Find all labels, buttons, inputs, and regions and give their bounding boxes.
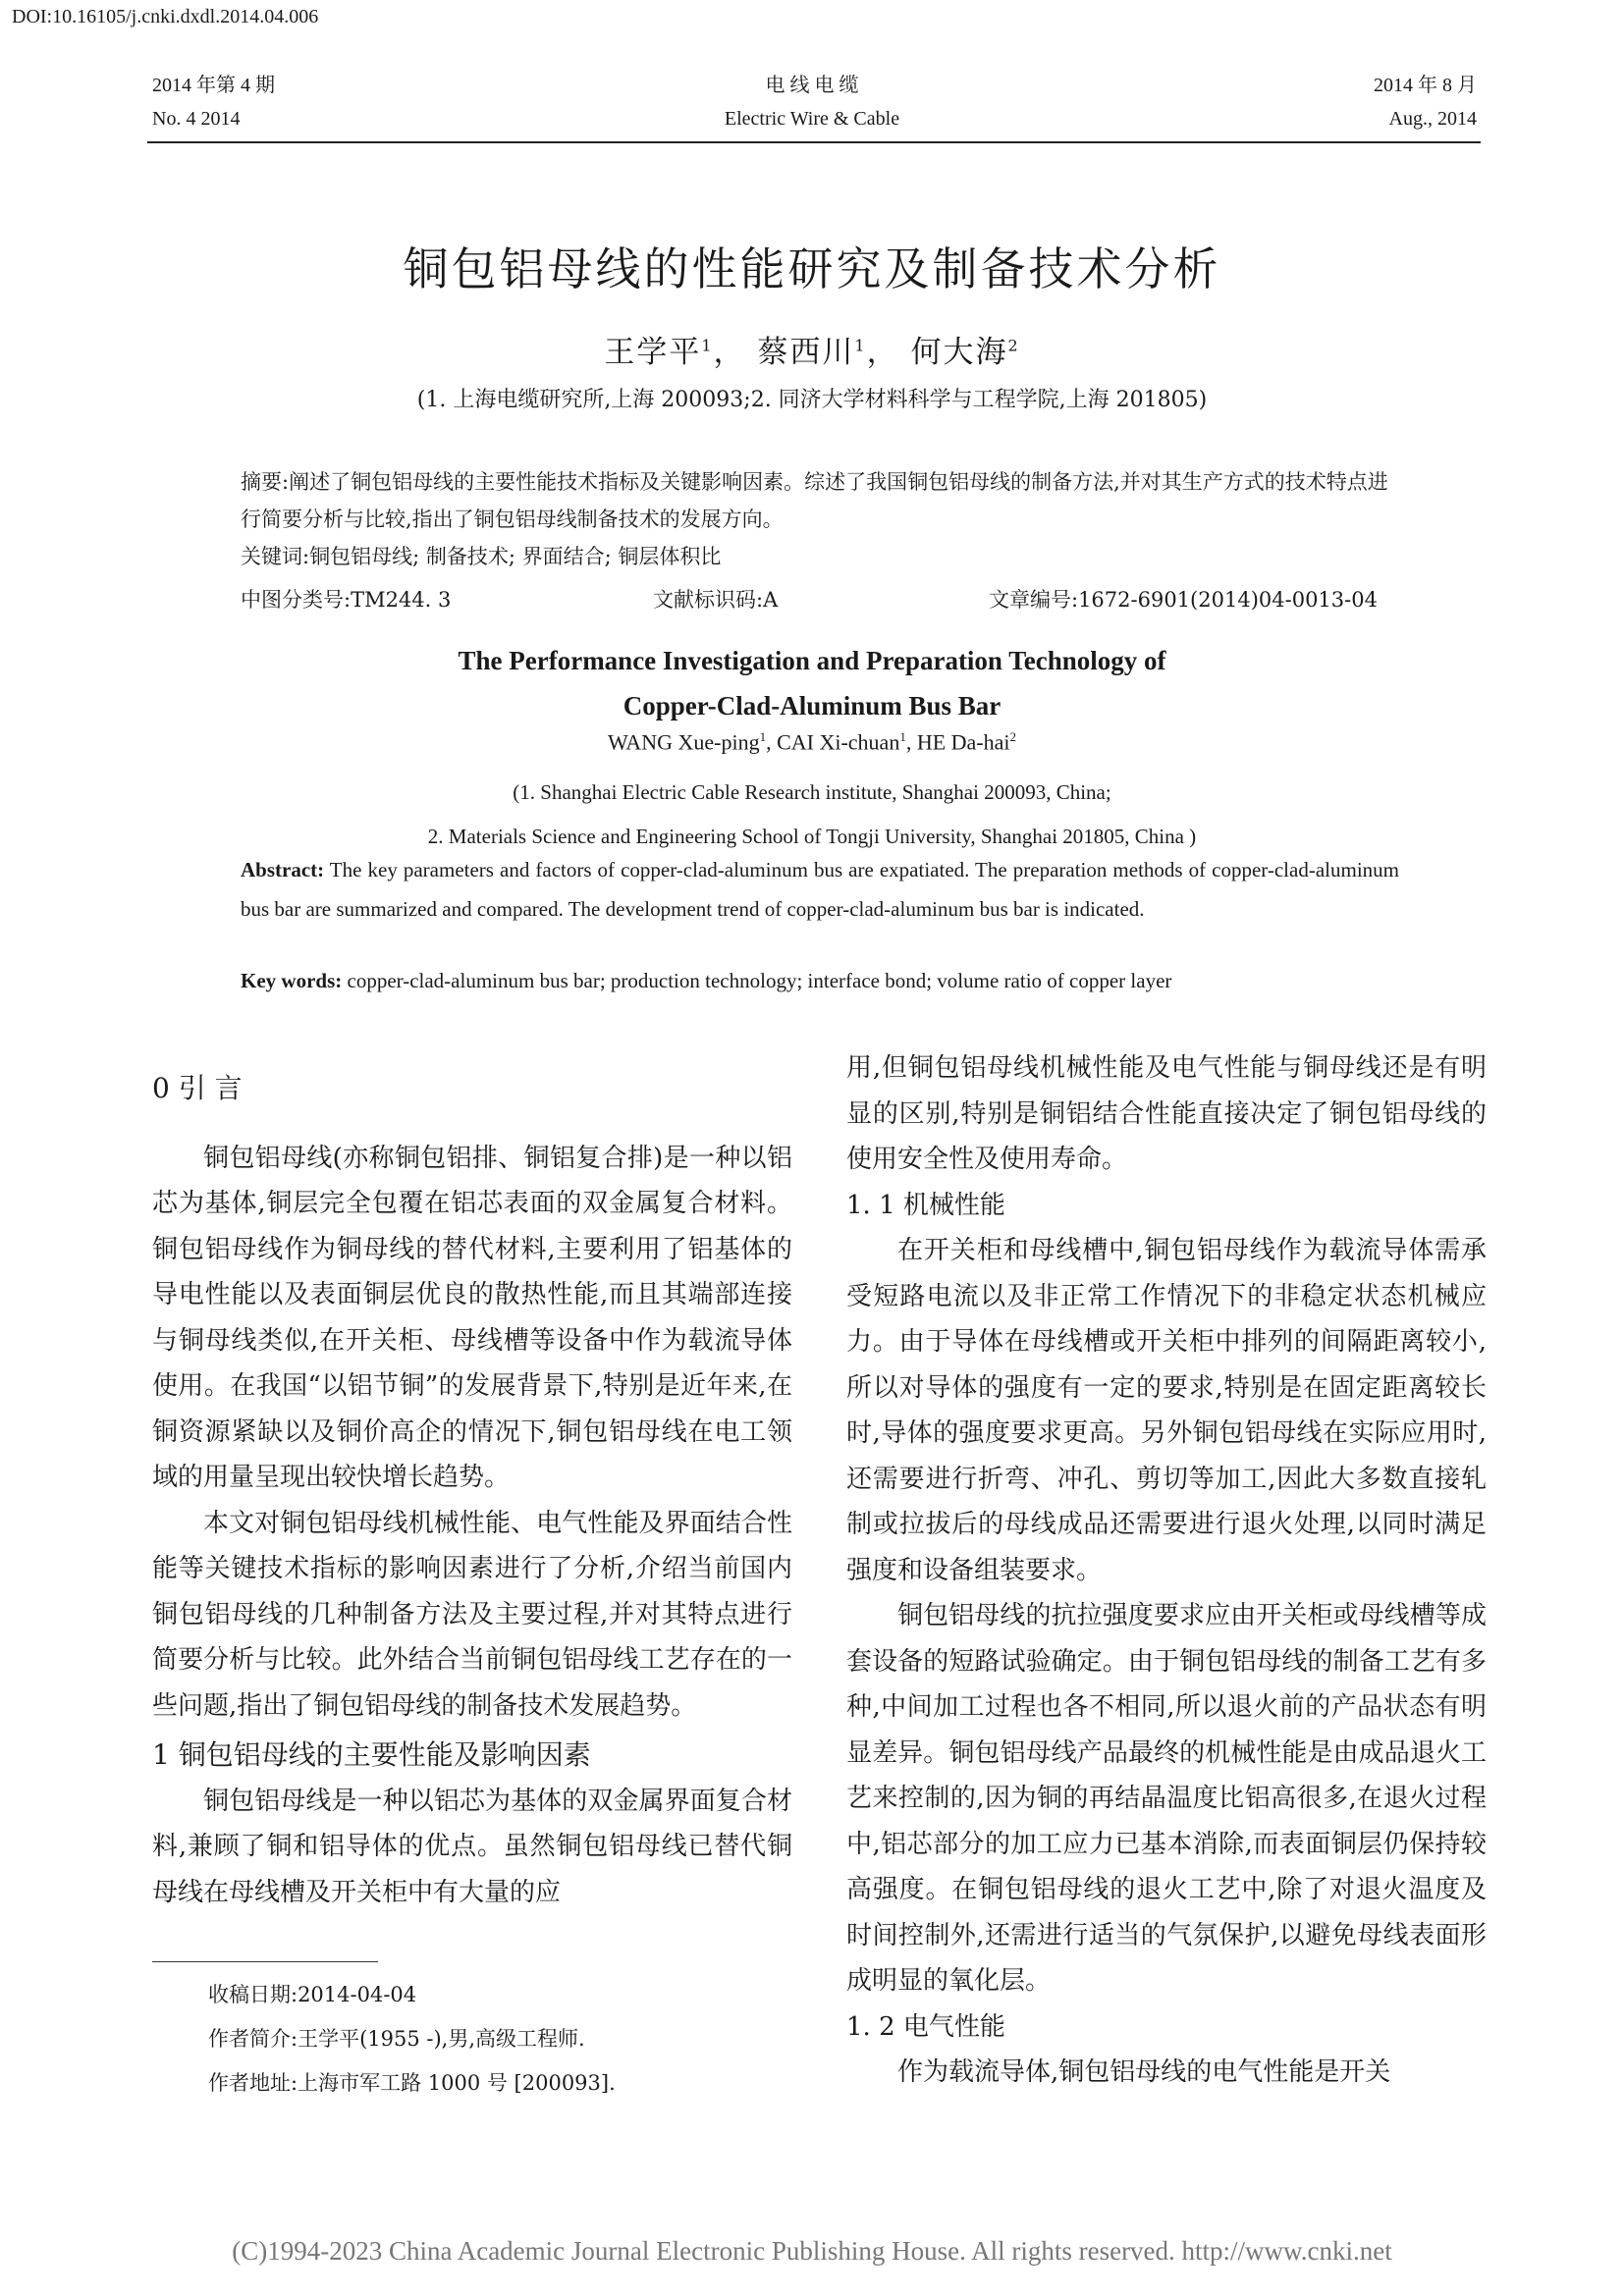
footnote (208, 1973, 616, 2106)
header-date-en: Aug., 2014 (1388, 108, 1477, 130)
en-abstract-label: Abstract: (241, 858, 325, 881)
body-paragraph: 在开关柜和母线槽中,铜包铝母线作为载流导体需承受短路电流以及非正常工作情况下的非稳定状态机械应力。由于导体在母线槽或开关柜中排列的间隔距离较小,所以对导体的强度有一定的要求,特别是在固定距离较长时,导体的强度要求更高。另外铜包铝母线在实际应用时,还需要进行折弯、冲孔、剪切等加工,因此大多数直接轧制或拉拔后的母线成品还需要进行退火处理,以同时满足强度和设备组装要求。 (846, 1236, 1487, 1585)
body-paragraph: 作为载流导体,铜包铝母线的电气性能是开关 (897, 2057, 1391, 2087)
affiliation: (1. 上海电缆研究所,上海 200093;2. 同济大学材料科学与工程学院,上海 201805) (416, 388, 1208, 412)
header-issue-cn: 2014 年第 4 期 (152, 75, 275, 96)
footnote-received: 收稿日期:2014-04-04 (208, 1983, 417, 2006)
author-sep: ， (866, 335, 899, 370)
cn-keywords-label: 关键词: (241, 545, 310, 568)
footnote-rule (152, 1961, 378, 1962)
header-journal-en: Electric Wire & Cable (724, 108, 900, 130)
header-issue-en: No. 4 2014 (152, 108, 241, 130)
en-keywords-text: copper-clad-aluminum bus bar; production technology; interface bond; volume ratio of copper layer (342, 969, 1172, 992)
section-heading: 1 铜包铝母线的主要性能及影响因素 (152, 1738, 591, 1771)
en-author-name: WANG Xue-ping (607, 729, 760, 755)
en-author-sup: 1 (759, 729, 767, 744)
cn-keywords-text: 铜包铝母线; 制备技术; 界面结合; 铜层体积比 (309, 545, 722, 568)
en-author-name: CAI Xi-chuan (777, 729, 900, 755)
header-journal-cn: 电 线 电 缆 (765, 75, 859, 96)
en-affil-line2: 2. Materials Science and Engineering School of Tongji University, Shanghai 201805, China ) (427, 825, 1197, 848)
en-affiliation (0, 771, 1624, 859)
header-date (1374, 69, 1477, 135)
header-date-cn: 2014 年 8 月 (1374, 75, 1477, 96)
en-author-sup: 1 (899, 729, 906, 744)
cn-abstract (241, 463, 1399, 575)
en-affil-line1: (1. Shanghai Electric Cable Research institute, Shanghai 200093, China; (513, 780, 1111, 804)
footnote-bio: 作者简介:王学平(1955 -),男,高级工程师. (208, 2027, 585, 2051)
author-list (0, 327, 1624, 371)
author-sep: ， (713, 335, 746, 370)
body-column-left (152, 1045, 792, 1915)
en-title-line2: Copper-Clad-Aluminum Bus Bar (623, 691, 1001, 721)
body-paragraph: 用,但铜包铝母线机械性能及电气性能与铜母线还是有明显的区别,特别是铜铝结合性能直接决定了铜包铝母线的使用安全性及使用寿命。 (846, 1053, 1487, 1174)
author-sup: 1 (854, 336, 867, 355)
article-number: 文章编号:1672-6901(2014)04-0013-04 (989, 588, 1378, 612)
en-abstract (241, 850, 1399, 929)
header-rule (147, 141, 1481, 143)
author-sup: 2 (1007, 336, 1020, 355)
copyright-watermark: (C)1994-2023 China Academic Journal Electronic Publishing House. All rights reserved. http://www.cnki.net (232, 2236, 1392, 2266)
doc-code: 文献标识码:A (653, 588, 779, 612)
author-name: 何大海 (910, 335, 1008, 370)
body-column-right (846, 1045, 1487, 2096)
en-author-list (0, 729, 1624, 755)
en-author-sep: , (766, 729, 778, 755)
classification-row (241, 584, 1399, 623)
body-paragraph: 铜包铝母线的抗拉强度要求应由开关柜或母线槽等成套设备的短路试验确定。由于铜包铝母线的制备工艺有多种,中间加工过程也各不相同,所以退火前的产品状态有明显差异。铜包铝母线产品最终的机械性能是由成品退火工艺来控制的,因为铜的再结晶温度比铝高很多,在退火过程中,铝芯部分的加工应力已基本消除,而表面铜层仍保持较高强度。在铜包铝母线的退火工艺中,除了对退火温度及时间控制外,还需进行适当的气氛保护,以避免母线表面形成明显的氧化层。 (846, 1601, 1487, 1996)
body-paragraph: 本文对铜包铝母线机械性能、电气性能及界面结合性能等关键技术指标的影响因素进行了分析,介绍当前国内铜包铝母线的几种制备方法及主要过程,并对其特点进行简要分析与比较。此外结合当前铜包铝母线工艺存在的一些问题,指出了铜包铝母线的制备技术发展趋势。 (152, 1508, 792, 1721)
body-paragraph: 铜包铝母线(亦称铜包铝排、铜铝复合排)是一种以铝芯为基体,铜层完全包覆在铝芯表面的双金属复合材料。铜包铝母线作为铜母线的替代材料,主要利用了铝基体的导电性能以及表面铜层优良的散热性能,而且其端部连接与铜母线类似,在开关柜、母线槽等设备中作为载流导体使用。在我国“以铝节铜”的发展背景下,特别是近年来,在铜资源紧缺以及铜价高企的情况下,铜包铝母线在电工领域的用量呈现出较快增长趋势。 (152, 1143, 792, 1492)
en-keywords (241, 969, 1399, 993)
author-name: 蔡西川 (757, 335, 855, 370)
doi-line: DOI:10.16105/j.cnki.dxdl.2014.04.006 (12, 6, 319, 27)
en-author-name: HE Da-hai (916, 729, 1010, 755)
en-keywords-label: Key words: (241, 969, 343, 992)
author-name: 王学平 (604, 335, 702, 370)
author-sup: 1 (701, 336, 714, 355)
body-paragraph: 铜包铝母线是一种以铝芯为基体的双金属界面复合材料,兼顾了铜和铝导体的优点。虽然铜包铝母线已替代铜母线在母线槽及开关柜中有大量的应 (152, 1786, 792, 1907)
clc-number: 中图分类号:TM244. 3 (241, 588, 452, 612)
cn-abstract-text: 阐述了铜包铝母线的主要性能技术指标及关键影响因素。综述了我国铜包铝母线的制备方法,并对其生产方式的技术特点进行简要分析与比较,指出了铜包铝母线制备技术的发展方向。 (241, 470, 1388, 531)
en-title (0, 638, 1624, 728)
cn-abstract-label: 摘要: (241, 470, 290, 494)
en-abstract-text: The key parameters and factors of copper-clad-aluminum bus are expatiated. The preparation methods of copper-clad-aluminum bus bar are summarized and compared. The development trend of copper-clad-aluminum bus bar is indicated. (241, 858, 1399, 921)
footnote-address: 作者地址:上海市军工路 1000 号 [200093]. (208, 2071, 616, 2095)
en-author-sep: , (905, 729, 917, 755)
paper-title: 铜包铝母线的性能研究及制备技术分析 (403, 242, 1221, 295)
en-title-line1: The Performance Investigation and Preparation Technology of (458, 646, 1166, 675)
en-author-sup: 2 (1009, 729, 1017, 744)
subsection-heading: 1. 1 机械性能 (846, 1190, 1005, 1220)
section-heading: 0 引 言 (152, 1072, 243, 1104)
subsection-heading: 1. 2 电气性能 (846, 2011, 1005, 2042)
